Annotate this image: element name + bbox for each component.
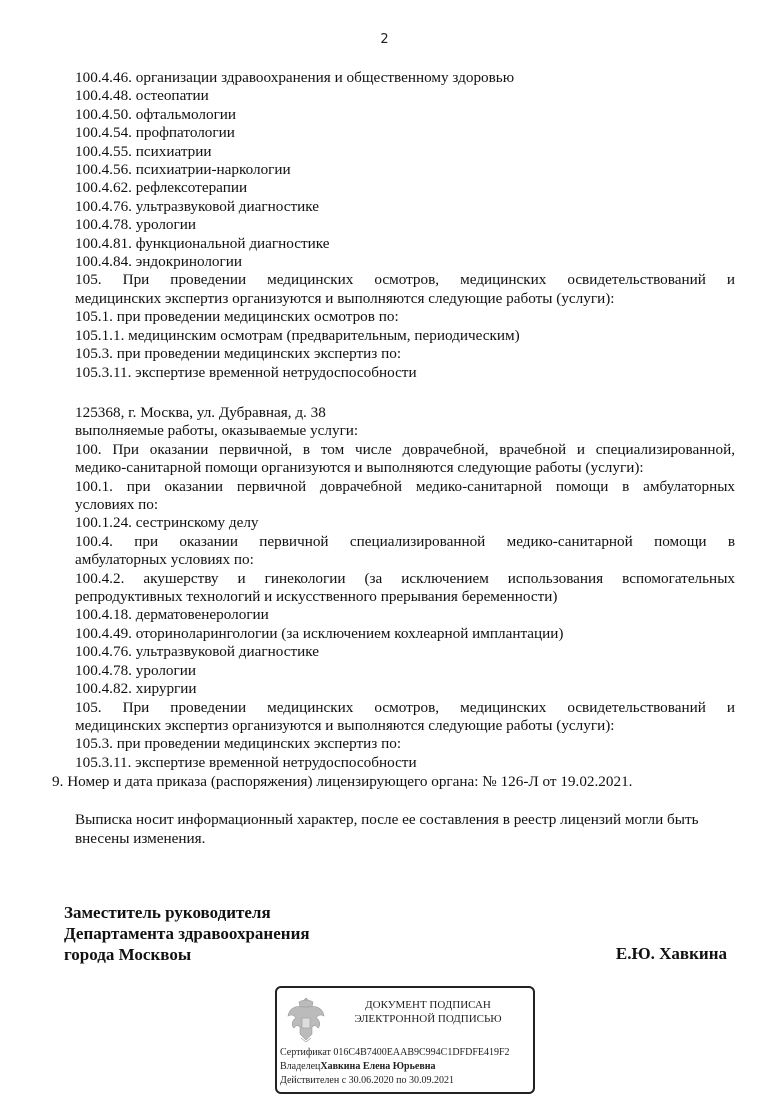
list-line: 100.4.78. урологии (75, 661, 196, 679)
coat-of-arms-icon (285, 994, 327, 1044)
services-list-address-2 (75, 404, 735, 772)
stamp-title-line: ЭЛЕКТРОННОЙ ПОДПИСЬЮ (354, 1013, 502, 1025)
address: 125368, г. Москва, ул. Дубравная, д. 38 (75, 404, 326, 421)
owner-label: Владелец (280, 1061, 321, 1072)
list-line: медико-санитарной помощи организуются и выполняются следующие работы (услуги): (75, 459, 644, 477)
signatory-name: Е.Ю. Хавкина (615, 944, 727, 963)
list-line: 105.3. при проведении медицинских экспертиз по: (75, 345, 402, 363)
list-line: 100.4.76. ультразвуковой диагностике (75, 197, 319, 215)
certificate-value: 016C4B7400EAAB9C994C1DFDFE419F2 (333, 1047, 510, 1058)
list-line: 105.1. при проведении медицинских осмотров по: (75, 308, 399, 326)
list-line: 100.4.54. профпатологии (75, 124, 235, 142)
list-line: 100.4.78. урологии (75, 216, 196, 234)
list-line: выполняемые работы, оказываемые услуги: (75, 422, 359, 440)
list-line: 100.4.2. акушерству и гинекологии (за исключением использования вспомогательных (75, 569, 735, 587)
list-line: 105.1.1. медицинским осмотрам (предварительным, периодическим) (75, 326, 520, 344)
signatory-title-line: города Москвоы (64, 945, 192, 964)
list-line: 100.4.46. организации здравоохранения и общественному здоровью (75, 69, 515, 86)
stamp-title-line: ДОКУМЕНТ ПОДПИСАН (365, 999, 491, 1011)
signatory-title-line: Департамента здравоохранения (64, 924, 310, 943)
list-line: 100.4.62. рефлексотерапии (75, 179, 248, 197)
list-line: 100.4.76. ультразвуковой диагностике (75, 643, 319, 661)
list-line: амбулаторных условиях по: (75, 551, 254, 569)
list-line: 100.4.56. психиатрии-наркологии (75, 161, 291, 179)
list-line: 105.3. при проведении медицинских экспертиз по: (75, 735, 402, 753)
list-line: 100.4.49. оториноларингологии (за исключением кохлеарной имплантации) (75, 624, 564, 642)
list-line: 100.4. при оказании первичной специализированной медико-санитарной помощи в (75, 532, 735, 550)
list-line: 100.4.81. функциональной диагностике (75, 234, 330, 252)
owner-value: Хавкина Елена Юрьевна (320, 1061, 436, 1072)
list-line: 100.4.50. офтальмологии (75, 105, 237, 123)
list-line: 100.1. при оказании первичной доврачебной медико-санитарной помощи в амбулаторных (75, 477, 735, 495)
order-number-item: 9. Номер и дата приказа (распоряжения) лицензирующего органа: № 126-Л от 19.02.2021. (52, 773, 633, 790)
list-line: 100. При оказании первичной, в том числе доврачебной, врачебной и специализированной, (75, 440, 735, 458)
list-line: медицинских экспертиз организуются и выполняются следующие работы (услуги): (75, 289, 615, 307)
page-number: 2 (380, 32, 389, 47)
certificate-row (280, 1046, 510, 1060)
services-list-continued (75, 69, 735, 382)
list-line: условиях по: (75, 496, 159, 514)
list-line: 105. При проведении медицинских осмотров, медицинских освидетельствований и (75, 271, 735, 289)
list-line: 105.3.11. экспертизе временной нетрудоспособности (75, 753, 417, 771)
disclaimer-note: Выписка носит информационный характер, после ее составления в реестр лицензий могли быть внесены изменения. (75, 811, 699, 847)
signatory-title-line: Заместитель руководителя (64, 903, 271, 922)
owner-row (280, 1060, 510, 1074)
certificate-label: Сертификат (280, 1047, 331, 1058)
list-line: репродуктивных технологий и искусственного прерывания беременности) (75, 588, 558, 606)
stamp-details (280, 1046, 510, 1088)
list-line: 100.4.82. хирургии (75, 680, 197, 698)
list-line: 100.4.55. психиатрии (75, 142, 212, 160)
list-line: 100.1.24. сестринскому делу (75, 514, 259, 532)
validity-period: Действителен с 30.06.2020 по 30.09.2021 (280, 1075, 454, 1086)
list-line: медицинских экспертиз организуются и выполняются следующие работы (услуги): (75, 716, 615, 734)
list-line: 105. При проведении медицинских осмотров, медицинских освидетельствований и (75, 698, 735, 716)
list-line: 100.4.18. дерматовенерологии (75, 606, 269, 624)
list-line: 100.4.84. эндокринологии (75, 253, 242, 271)
stamp-title (333, 998, 523, 1026)
list-line: 100.4.48. остеопатии (75, 87, 209, 105)
electronic-signature-stamp (275, 986, 535, 1094)
list-line: 105.3.11. экспертизе временной нетрудоспособности (75, 363, 417, 381)
signatory-title (64, 902, 310, 965)
